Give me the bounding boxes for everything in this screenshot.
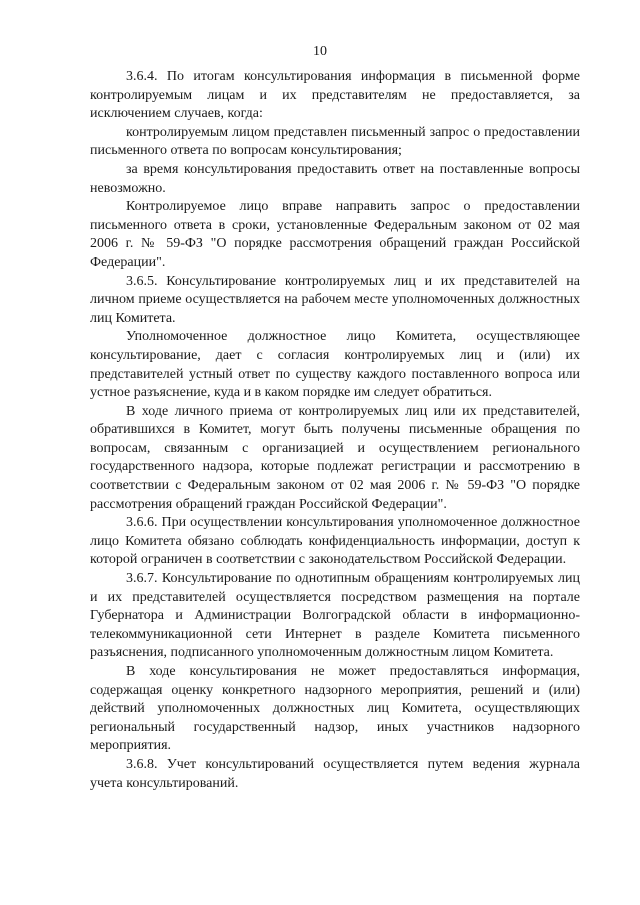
paragraph-3-6-8: 3.6.8. Учет консультирований осуществляется путем ведения журнала учета консультирований. <box>90 756 580 791</box>
paragraph-3-6-4: 3.6.4. По итогам консультирования информация в письменной форме контролируемым лицам и их представителям не предоставляется, за исключением случаев, когда: <box>90 69 580 122</box>
paragraph-3-6-6: 3.6.6. При осуществлении консультирования уполномоченное должностное лицо Комитета обязано соблюдать конфиденциальность информации, доступ к которой ограничен в соответствии с законодательством Российской Федерации. <box>90 515 580 568</box>
document-body <box>90 68 580 793</box>
paragraph-3-6-7: 3.6.7. Консультирование по однотипным обращениям контролируемых лиц и их представителей осуществляется посредством размещения на портале Губернатора и Администрации Волгоградской области в информационно-телекоммуникационной сети Интернет в разделе Комитета письменного разъяснения, подписанного уполномоченным должностным лицом Комитета. <box>90 571 580 661</box>
paragraph-case-no-answer: за время консультирования предоставить ответ на поставленные вопросы невозможно. <box>90 161 580 196</box>
paragraph-restricted-info: В ходе консультирования не может предоставляться информация, содержащая оценку конкретного надзорного мероприятия, решений и (или) действий уполномоченных должностных лиц Комитета, осуществляющих региональный государственный надзор, иных участников надзорного мероприятия. <box>90 664 580 754</box>
paragraph-3-6-5: 3.6.5. Консультирование контролируемых лиц и их представителей на личном приеме осуществляется на рабочем месте уполномоченных должностных лиц Комитета. <box>90 273 580 326</box>
page-number: 10 <box>313 44 327 59</box>
paragraph-written-appeals: В ходе личного приема от контролируемых лиц или их представителей, обратившихся в Комитет, могут быть получены письменные обращения по вопросам, связанным с организацией и осуществлением регионального государственного надзора, которые подлежат регистрации и рассмотрению в соответствии с Федеральным законом от 02 мая 2006 г. № 59-ФЗ "О порядке рассмотрения обращений граждан Российской Федерации". <box>90 403 580 512</box>
paragraph-oral-answer: Уполномоченное должностное лицо Комитета, осуществляющее консультирование, дает с согласия контролируемых лиц и (или) их представителей устный ответ по существу каждого поставленного вопроса или устное разъяснение, куда и в каком порядке им следует обратиться. <box>90 329 580 401</box>
paragraph-request-deadline: Контролируемое лицо вправе направить запрос о предоставлении письменного ответа в сроки, установленные Федеральным законом от 02 мая 2006 г. № 59-ФЗ "О порядке рассмотрения обращений граждан Российской Федерации". <box>90 199 580 270</box>
paragraph-case-written-request: контролируемым лицом представлен письменный запрос о предоставлении письменного ответа по вопросам консультирования; <box>90 124 580 159</box>
